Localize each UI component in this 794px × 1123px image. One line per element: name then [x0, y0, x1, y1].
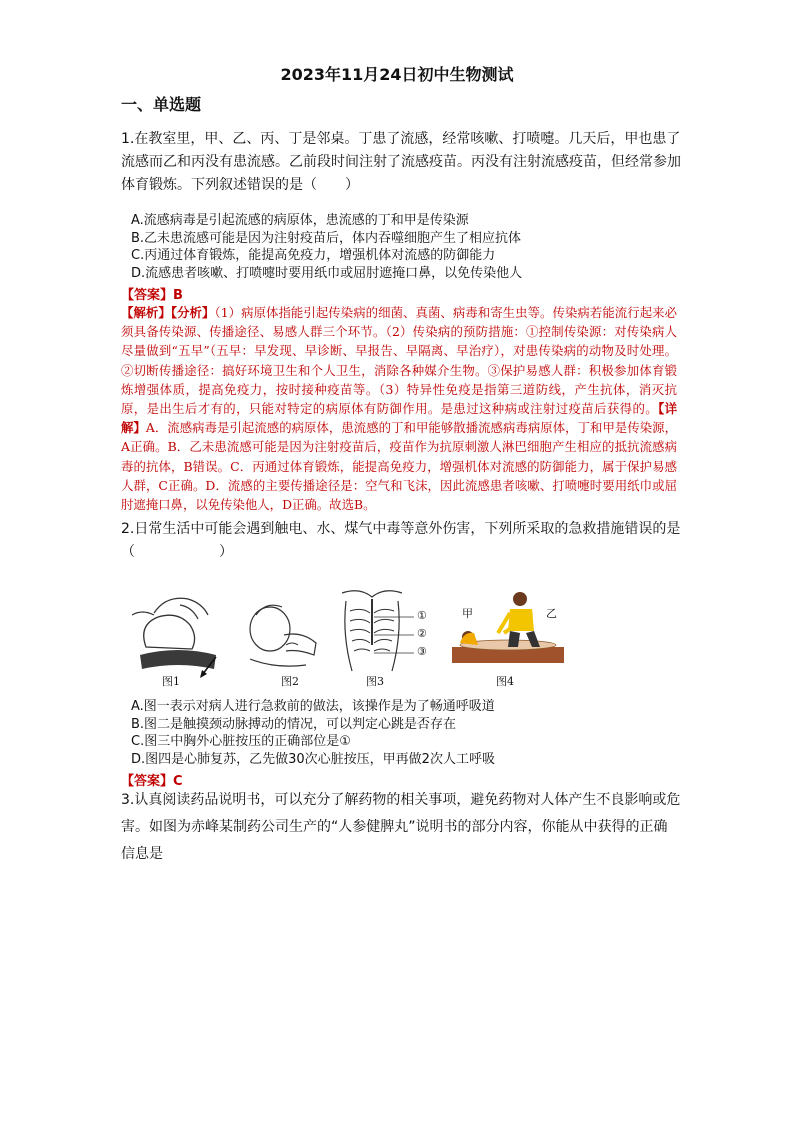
option-d: D.图四是心肺复苏，乙先做30次心脏按压，甲再做2次人工呼吸 [131, 751, 495, 767]
option-c: C.丙通过体育锻炼，能提高免疫力，增强机体对流感的防御能力 [131, 248, 496, 263]
question-2-stem: 2.日常生活中可能会遇到触电、水、煤气中毒等意外伤害，下列所采取的急救措施错误的是（ ） [121, 521, 681, 560]
figure-3-mark-3: ③ [417, 645, 427, 658]
page-title: 2023年11月24日初中生物测试 [280, 65, 514, 84]
question-1-stem: 1.在教室里，甲、乙、丙、丁是邻桌。丁患了流感，经常咳嗽、打喷嚏。几天后，甲也患了流感而乙和丙没有患流感。乙前段时间注射了流感疫苗。丙没有注射流感疫苗，但经常参加体育锻炼。下列叙述错误的是（ ） [121, 131, 681, 193]
option-a: A.图一表示对病人进行急救前的做法，该操作是为了畅通呼吸道 [131, 699, 495, 714]
figure-1-head-tilt [118, 585, 226, 685]
option-b: B.图二是触摸颈动脉搏动的情况，可以判定心跳是否存在 [131, 716, 457, 732]
question-1-options [131, 212, 671, 282]
first-aid-figures [118, 585, 578, 688]
option-a: A.流感病毒是引起流感的病原体，患流感的丁和甲是传染源 [131, 213, 469, 228]
figure-1-caption: 图1 [162, 675, 180, 688]
figure-4-cpr [448, 585, 568, 685]
question-1-analysis [121, 303, 677, 514]
figure-4-label-jia: 甲 [462, 607, 473, 620]
analysis-text: （1）病原体指能引起传染病的细菌、真菌、病毒和寄生虫等。传染病若能流行起来必须具备传染源、传播途径、易感人群三个环节。（2）传染病的预防措施：①控制传染源：对传染病人尽量做到“五早”（五早：早发现、早诊断、早报告、早隔离、早治疗），对患传染病的动物及时处理。②切断传播途径：搞好环境卫生和个人卫生，消除各种媒介生物。③保护易感人群：积极参加体育锻炼增强体质，提高免疫力，按时接种疫苗等。（3）特异性免疫是指第三道防线，产生抗体，消灭抗原，是出生后才有的，只能对特定的病原体有防御作用。是患过这种病或注射过疫苗后获得的。 [121, 305, 677, 417]
figure-4-label-yi: 乙 [546, 607, 557, 620]
figure-2-pulse-check [236, 585, 326, 685]
question-2-options [131, 698, 671, 768]
detail-text: A．流感病毒是引起流感的病原体，患流感的丁和甲能够散播流感病毒病原体，丁和甲是传染源，A正确。B．乙未患流感可能是因为注射疫苗后，疫苗作为抗原刺激人淋巴细胞产生相应的抵抗流感病毒的抗体，B错误。C．丙通过体育锻炼，能提高免疫力，增强机体对流感的防御能力，属于保护易感人群，C正确。D．流感的主要传播途径是：空气和飞沫，因此流感患者咳嗽、打喷嚏时要用纸巾或屈肘遮掩口鼻，以免传染他人，D正确。故选B。 [121, 420, 678, 513]
figure-4-caption: 图4 [496, 675, 514, 688]
option-d: D.流感患者咳嗽、打喷嚏时要用纸巾或屈肘遮掩口鼻，以免传染他人 [131, 265, 523, 281]
section-heading: 一、单选题 [121, 95, 202, 114]
figure-3-caption: 图3 [366, 675, 384, 688]
option-b: B.乙未患流感可能是因为注射疫苗后，体内吞噬细胞产生了相应抗体 [131, 230, 522, 246]
analysis-tag: 【解析】【分析】 [121, 305, 215, 320]
question-1-answer: 【答案】B [121, 288, 183, 303]
detail-tag: 【详解】 [121, 401, 677, 436]
option-c: C.图三中胸外心脏按压的正确部位是① [131, 734, 351, 749]
figure-2-caption: 图2 [281, 675, 299, 688]
figure-3-mark-2: ② [417, 627, 427, 640]
question-2-answer: 【答案】C [121, 774, 183, 789]
question-3-stem: 3.认真阅读药品说明书，可以充分了解药物的相关事项，避免药物对人体产生不良影响或危害。如图为赤峰某制药公司生产的“人参健脾丸”说明书的部分内容，你能从中获得的正确信息是 [121, 792, 681, 862]
figure-3-mark-1: ① [417, 609, 427, 622]
